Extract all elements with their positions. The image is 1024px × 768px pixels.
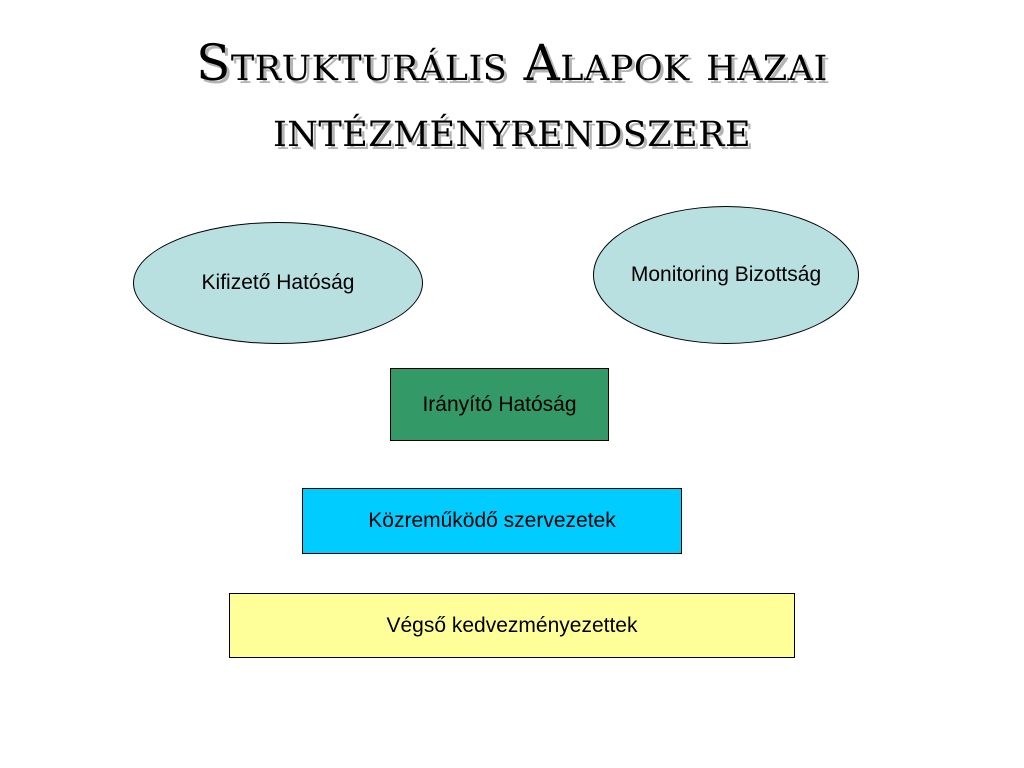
paying-authority-node (133, 222, 423, 344)
intermediate-bodies-label: Közreműködő szervezetek (368, 509, 616, 532)
paying-authority-label: Kifizető Hatóság (201, 271, 355, 294)
final-beneficiaries-label: Végső kedvezményezettek (386, 613, 638, 637)
managing-authority-label: Irányító Hatóság (422, 392, 577, 416)
slide-title (40, 30, 984, 162)
intermediate-bodies-node (302, 488, 682, 554)
final-beneficiaries-node (229, 593, 795, 658)
monitoring-committee-label: Monitoring Bizottság (630, 263, 822, 286)
title-line-2: intézményrendszere (272, 100, 752, 158)
managing-authority-node (390, 368, 609, 441)
title-line-1: Strukturális Alapok hazai (196, 34, 828, 92)
monitoring-committee-node (593, 206, 859, 344)
